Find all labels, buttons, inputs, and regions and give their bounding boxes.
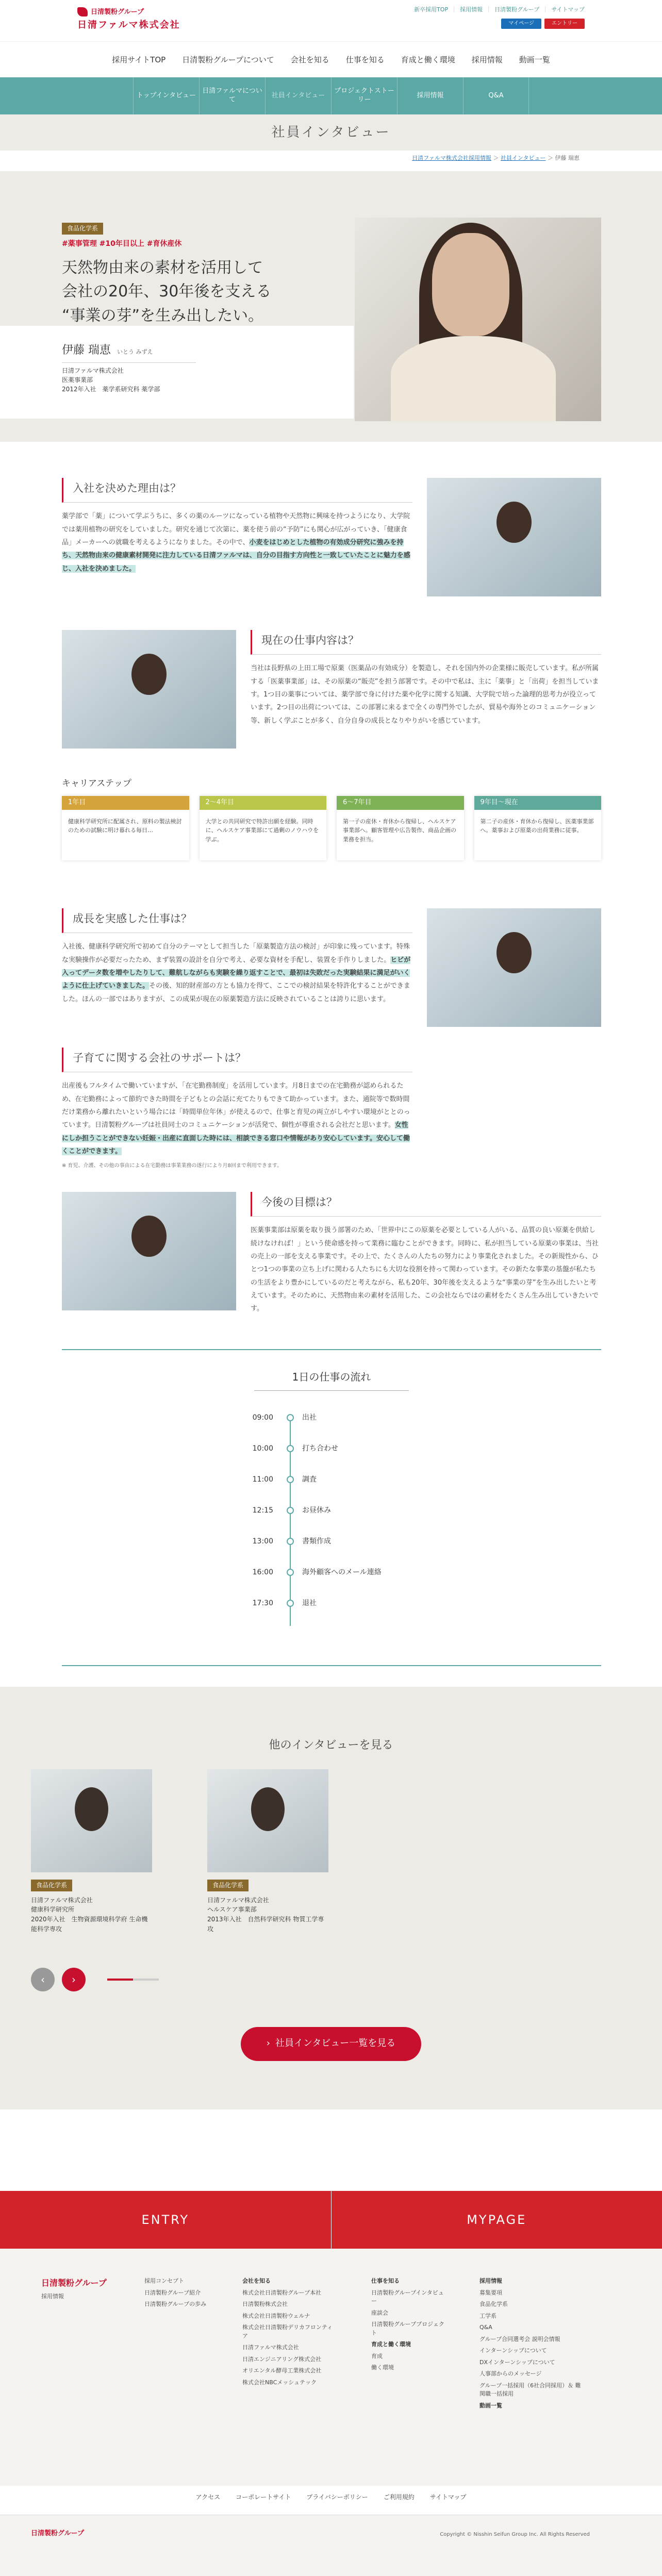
timeline-dot xyxy=(287,1414,294,1421)
footer-link[interactable]: インターンシップについて xyxy=(479,2347,547,2354)
footer-link[interactable]: Q&A xyxy=(479,2324,492,2331)
footer xyxy=(0,2249,662,2486)
footer-link[interactable]: 日清製粉グループ紹介 xyxy=(144,2289,201,2296)
interview-card-year: 2020年入社 生物資源環境科学府 生命機能科学専攻 xyxy=(31,1915,148,1933)
schedule-activity: 調査 xyxy=(302,1475,317,1484)
schedule-time: 13:00 xyxy=(252,1537,273,1545)
snav-project[interactable]: プロジェクトストーリー xyxy=(331,77,397,114)
schedule-row xyxy=(232,1412,317,1423)
gnav-group[interactable]: 日清製粉グループについて xyxy=(182,55,274,64)
interview-card-year: 2013年入社 自然科学研究科 物質工学専攻 xyxy=(207,1915,324,1933)
section-reason xyxy=(62,478,412,575)
schedule-title: 1日の仕事の流れ xyxy=(62,1369,601,1391)
timeline-dot xyxy=(287,1569,294,1576)
footer-link[interactable]: 日清製粉グループインタビュー xyxy=(371,2289,444,2304)
schedule-time: 16:00 xyxy=(252,1568,273,1576)
q-reason-title: 入社を決めた理由は？ xyxy=(62,478,412,503)
career-step-text: 健康科学研究所に配属され、原料の製法検討のための試験に明け暮れる毎日… xyxy=(68,818,182,834)
name-card xyxy=(0,326,354,419)
schedule-activity: 書類作成 xyxy=(302,1537,331,1545)
other-interviews xyxy=(0,1687,662,2109)
footer-heading[interactable]: 仕事を知る xyxy=(371,2278,400,2284)
mypage-button[interactable]: マイページ xyxy=(501,19,541,29)
q-childcare-highlight: 女性にしか担うことができない妊娠・出産に直面した時には、相談できる窓口や情報があり安心しています。安心して働くことができます。 xyxy=(62,1121,410,1155)
entry-button[interactable]: エントリー xyxy=(544,19,585,29)
schedule-time: 17:30 xyxy=(252,1599,273,1607)
timeline-dot xyxy=(287,1600,294,1607)
q-reason-highlight: 小麦をはじめとした植物の有効成分研究に強みを持ち、天然物由来の健康素材開発に注力している日清ファルマは、自分の目指す方向性と一致していたことに魅力を感じ、入社を決めました。 xyxy=(62,538,410,573)
q-work-body: 当社は長野県の上田工場で原薬（医薬品の有効成分）を製造し、それを国内外の企業様に販売しています。私が所属する「医薬事業部」は、その原薬の“販売”を担う部署です。その中で私は、主に「薬事」と「出荷」を担当しています。1つ目の薬事については、薬学部で身に付けた薬や化学に関する知識、大学院で培った論理的思考力が役立っています。2つ目の出荷については、この部署に来るまで全くの専門外でしたが、貿易や海外とのコミュニケーション等、新しく学ぶことが多く、自分自身の成長となりやりがいを感じています。 xyxy=(251,664,599,725)
copyright: Copyright © Nisshin Seifun Group Inc. All Rights Reserved xyxy=(440,2532,590,2537)
footer-logo[interactable]: 日清製粉グループ xyxy=(31,2530,84,2537)
career-step-year: 2〜4年目 xyxy=(200,796,327,810)
footer-link-access[interactable]: アクセス xyxy=(195,2494,221,2501)
career-step-year: 6〜7年目 xyxy=(337,796,464,810)
footer-links xyxy=(0,2492,662,2502)
group-name: 日清製粉グループ xyxy=(91,8,144,16)
timeline-dot xyxy=(287,1445,294,1452)
footer-link[interactable]: 食品化学系 xyxy=(479,2301,508,2307)
interview-card-dept: 健康科学研究所 xyxy=(31,1906,75,1914)
footer-link[interactable]: 日清ファルマ株式会社 xyxy=(242,2344,299,2351)
schedule-activity: 退社 xyxy=(302,1599,317,1607)
copyright-bar xyxy=(0,2515,662,2576)
section-current-work xyxy=(251,630,601,727)
interview-card-tag: 食品化学系 xyxy=(31,1880,72,1891)
breadcrumb-home[interactable]: 日清ファルマ株式会社採用情報 xyxy=(412,155,491,161)
footer-link-sitemap[interactable]: サイトマップ xyxy=(429,2494,467,2501)
arrow-right-icon: › xyxy=(266,2038,270,2049)
carousel-progress xyxy=(107,1979,159,1981)
portrait-photo xyxy=(355,218,601,421)
career-step-text: 第二子の産休・育休から復帰し、医薬事業部へ。薬事および原薬の出荷業務に従事。 xyxy=(480,818,594,834)
gnav-recruit[interactable]: 採用情報 xyxy=(471,55,503,64)
footer-link[interactable]: 工学系 xyxy=(479,2312,496,2319)
main-content xyxy=(0,442,662,2478)
util-link-top[interactable]: 新卒採用TOP xyxy=(414,6,449,13)
schedule-row xyxy=(232,1598,317,1609)
footer-heading[interactable]: 会社を知る xyxy=(242,2278,271,2284)
interview-list-button[interactable] xyxy=(241,2027,421,2061)
photo-phone xyxy=(62,630,236,749)
prev-arrow-icon[interactable]: ‹ xyxy=(31,1968,55,1991)
interview-list-label: 社員インタビュー一覧を見る xyxy=(275,2038,396,2049)
footer-heading[interactable]: 採用情報 xyxy=(479,2278,502,2284)
gnav-top[interactable]: 採用サイトTOP xyxy=(112,55,166,64)
q-goal-body2: そのために、天然物由来の素材を活用した、この会社ならではの素材をたくさん生み出していきたいです。 xyxy=(251,1291,599,1313)
footer-link[interactable]: 日清製粉グループプロジェクト xyxy=(371,2321,444,2336)
footer-link-corporate[interactable]: コーポレートサイト xyxy=(236,2494,291,2501)
photo-call xyxy=(62,1192,236,1310)
page-title: 社員インタビュー xyxy=(0,114,662,151)
interview-card-company: 日清ファルマ株式会社 xyxy=(31,1896,93,1904)
hashtags: #薬事管理 #10年目以上 #育休産休 xyxy=(62,239,182,248)
footer-link[interactable]: 人事部からのメッセージ xyxy=(479,2370,542,2377)
q-growth-body: 入社後、健康科学研究所で初めて自分のテーマとして担当した「原薬製造方法の検討」が印象に残っています。特殊な実験操作が必要だったため、まず装置の設計を自分で考え、必要な資材を手配し、装置を手作りしました。 xyxy=(62,943,410,964)
career-step xyxy=(337,796,464,860)
footer-link[interactable]: グループ一括採用（6社合同採用）＆ 難関職一括採用 xyxy=(479,2382,581,2397)
career-title: キャリアステップ xyxy=(62,778,131,789)
schedule-row xyxy=(232,1536,331,1547)
breadcrumb-current: 伊藤 瑞恵 xyxy=(555,155,580,161)
snav-interview[interactable]: 社員インタビュー xyxy=(265,77,331,114)
interview-card[interactable] xyxy=(31,1769,152,1934)
section-childcare xyxy=(62,1048,412,1171)
breadcrumb-interview[interactable]: 社員インタビュー xyxy=(500,155,546,161)
footer-link[interactable]: グループ合同選考会 説明会情報 xyxy=(479,2335,560,2342)
career-step-text: 第一子の産休・育休から復帰し、ヘルスケア事業部へ。顧客管理や広告製作、商品企画の業務を担当。 xyxy=(343,818,456,843)
footer-link[interactable]: 採用コンセプト xyxy=(144,2278,184,2284)
interview-card-photo xyxy=(207,1769,328,1872)
employee-year: 2012年入社 薬学系研究科 薬学部 xyxy=(62,385,160,393)
schedule-row xyxy=(232,1474,317,1485)
employee-dept: 医薬事業部 xyxy=(62,376,93,384)
career-step-text: 大学との共同研究で特許出願を経験。同時に、ヘルスケア事業部にて過剰のノウハウを学ぶ。 xyxy=(205,818,319,843)
utility-links: 新卒採用TOP ｜ 採用情報 ｜ 日清製粉グループ ｜ サイトマップ xyxy=(414,5,585,14)
q-childcare-title: 子育てに関する会社のサポートは？ xyxy=(62,1048,412,1073)
photo-meeting xyxy=(427,478,601,596)
breadcrumb: 日清ファルマ株式会社採用情報 ＞ 社員インタビュー ＞ 伊藤 瑞恵 xyxy=(412,155,580,161)
footer-link[interactable]: DXインターンシップについて xyxy=(479,2358,555,2366)
gnav-work[interactable]: 仕事を知る xyxy=(345,55,385,64)
career-step-year: 9年目〜現在 xyxy=(474,796,602,810)
q-growth-highlight: ヒビが入ってデータ数を増やしたりして、難航しながらも実験を繰り返すことで、最初は失敗だった実験結果に満足がいくように仕上げていきました。 xyxy=(62,956,411,990)
interview-card-company: 日清ファルマ株式会社 xyxy=(207,1896,269,1904)
employee-kana: いとう みずえ xyxy=(117,348,153,355)
hero xyxy=(0,171,662,442)
footer-link[interactable]: 日清製粉株式会社 xyxy=(242,2301,288,2307)
interview-card-dept: ヘルスケア事業部 xyxy=(207,1906,257,1914)
company-name: 日清ファルマ株式会社 xyxy=(77,19,180,30)
career-steps xyxy=(62,777,601,860)
site-logo[interactable] xyxy=(77,6,180,33)
gnav-company[interactable]: 会社を知る xyxy=(290,55,329,64)
photo-document xyxy=(427,908,601,1027)
q-goal-title: 今後の目標は？ xyxy=(251,1192,601,1217)
schedule-row xyxy=(232,1505,331,1516)
others-title: 他のインタビューを見る xyxy=(269,1738,393,1752)
hero-headline: 天然物由来の素材を活用して 会社の20年、30年後を支える “事業の芽”を生み出したい。 xyxy=(62,258,272,325)
schedule-time: 11:00 xyxy=(252,1475,273,1484)
q-work-title: 現在の仕事内容は？ xyxy=(251,630,601,655)
footer-sub: 採用情報 xyxy=(41,2293,64,2300)
q-growth-body2: その後、知的財産部の方とも協力を得て、ここでの検討結果を特許化することができました。ほんの一部ではありますが、この成果が現在の原薬製造方法に反映されていることは誇りに思います。 xyxy=(62,982,410,1003)
sub-nav xyxy=(0,77,662,114)
footer-link[interactable]: 株式会社日清製粉ウェルナ xyxy=(242,2312,310,2319)
schedule-activity: お昼休み xyxy=(302,1506,331,1515)
career-step xyxy=(200,796,327,860)
schedule-activity: 海外顧客へのメール連絡 xyxy=(302,1568,382,1576)
footer-link-privacy[interactable]: プライバシーポリシー xyxy=(306,2494,368,2501)
entry-bar-entry[interactable]: ENTRY xyxy=(0,2191,332,2249)
entry-bar-mypage[interactable]: MYPAGE xyxy=(467,2212,527,2227)
footer-heading[interactable]: 育成と働く環境 xyxy=(371,2341,411,2348)
q-reason-body: 薬学部で「薬」について学ぶうちに、多くの薬のルーツになっている植物や天然物に興味を持つようになり、大学院では薬用植物の研究をしていました。研究を通じて次第に、薬を使う前の“予防”にも関心が広がっていき、「健康食品」メーカーへの就職を考えるようになりました。その中で、 xyxy=(62,512,410,546)
footer-link-terms[interactable]: ご利用規約 xyxy=(383,2494,415,2501)
timeline-dot xyxy=(287,1507,294,1514)
global-nav xyxy=(0,41,662,77)
career-step xyxy=(474,796,602,860)
util-link-recruit[interactable]: 採用情報 xyxy=(460,6,483,13)
timeline-dot xyxy=(287,1476,294,1483)
interview-card-tag: 食品化学系 xyxy=(207,1880,249,1891)
career-step xyxy=(62,796,189,860)
q-goal-body: 医薬事業部は原薬を取り扱う部署のため、「世界中にこの原薬を必要としている人がいる、品質の良い原薬を供給し続けなければ！」という使命感を持って業務に臨むことができます。同時に、私が担当している原薬の事業は、当社の売上の一部を支える事業です。その上で、たくさんの人たちの努力により事業化されました。その新規性から、ひとつ1つの事業の立ち上げに関わる人たちにも大切な役割を持って関わっています。その新たな事業の基盤が私たちの生活をより豊かにしているのだと考えながら、私も20年、30年後を支えるような“事業の芽”を生み出したいと考えています。 xyxy=(251,1226,599,1300)
career-step-year: 1年目 xyxy=(62,796,189,810)
footer-link[interactable]: 日清製粉グループの歩み xyxy=(144,2301,207,2307)
q-childcare-body: 出産後もフルタイムで働いていますが、「在宅勤務制度」を活用しています。月8日までの在宅勤務が認められるため、在宅勤務によって節約できた時間を子どもとの会話に充てたりもできて助かっています。また、通院等で数時間だけ業務から離れたいという場合には「時間単位年休」が使えるので、仕事と育児の両立がしやすい環境がととのっています。日清製粉グループは社員同士のコミュニケーションが活発で、個性が尊重される会社だと思います。 xyxy=(62,1082,410,1129)
daily-schedule xyxy=(62,1349,601,1666)
footer-link[interactable]: 育成 xyxy=(371,2352,383,2359)
footer-link[interactable]: 株式会社NBCメッシュテック xyxy=(242,2379,317,2386)
entry-bar xyxy=(0,2191,662,2249)
util-link-group[interactable]: 日清製粉グループ xyxy=(494,6,540,13)
footer-brand[interactable]: 日清製粉グループ xyxy=(41,2278,107,2288)
section-goal xyxy=(251,1192,601,1316)
footer-link[interactable]: 募集要項 xyxy=(479,2289,502,2296)
schedule-activity: 打ち合わせ xyxy=(302,1444,338,1453)
footer-link[interactable]: 日清エンジニアリング株式会社 xyxy=(242,2355,322,2363)
footer-link[interactable]: オリエンタル酵母工業株式会社 xyxy=(242,2367,322,2374)
next-arrow-icon[interactable]: › xyxy=(62,1968,86,1991)
gnav-environment[interactable]: 育成と働く環境 xyxy=(401,55,455,64)
schedule-time: 10:00 xyxy=(252,1444,273,1453)
schedule-time: 12:15 xyxy=(252,1506,273,1515)
schedule-time: 09:00 xyxy=(252,1413,273,1422)
footer-link[interactable]: 座談会 xyxy=(371,2309,388,2316)
footer-link[interactable]: 株式会社日清製粉デリカフロンティア xyxy=(242,2324,333,2339)
timeline-dot xyxy=(287,1538,294,1545)
section-growth xyxy=(62,908,412,1006)
util-link-sitemap[interactable]: サイトマップ xyxy=(551,6,585,13)
employee-name: 伊藤 瑞恵 xyxy=(62,343,111,357)
snav-qa[interactable]: Q&A xyxy=(463,77,529,114)
footer-link[interactable]: 働く環境 xyxy=(371,2364,394,2371)
gnav-videos[interactable]: 動画一覧 xyxy=(519,55,550,64)
schedule-activity: 出社 xyxy=(302,1413,317,1422)
interview-card-photo xyxy=(31,1769,152,1872)
employee-company: 日清ファルマ株式会社 xyxy=(62,367,124,374)
snav-recruit[interactable]: 採用情報 xyxy=(397,77,463,114)
schedule-row xyxy=(232,1567,382,1578)
snav-top-interview[interactable]: トップインタビュー xyxy=(133,77,199,114)
snav-about[interactable]: 日清ファルマについて xyxy=(199,77,265,114)
schedule-row xyxy=(232,1443,338,1454)
utility-header xyxy=(0,0,662,41)
q-growth-title: 成長を実感した仕事は？ xyxy=(62,908,412,934)
footer-heading[interactable]: 動画一覧 xyxy=(479,2402,502,2409)
category-tag: 食品化学系 xyxy=(62,223,103,235)
interview-card[interactable] xyxy=(207,1769,328,1934)
footer-link[interactable]: 株式会社日清製粉グループ本社 xyxy=(242,2289,322,2296)
group-logo-icon xyxy=(77,7,88,16)
q-childcare-note: ※ 育児、介護、その他の事由による在宅勤務は事業業務の遂行により月8回まで利用できます。 xyxy=(62,1163,283,1169)
